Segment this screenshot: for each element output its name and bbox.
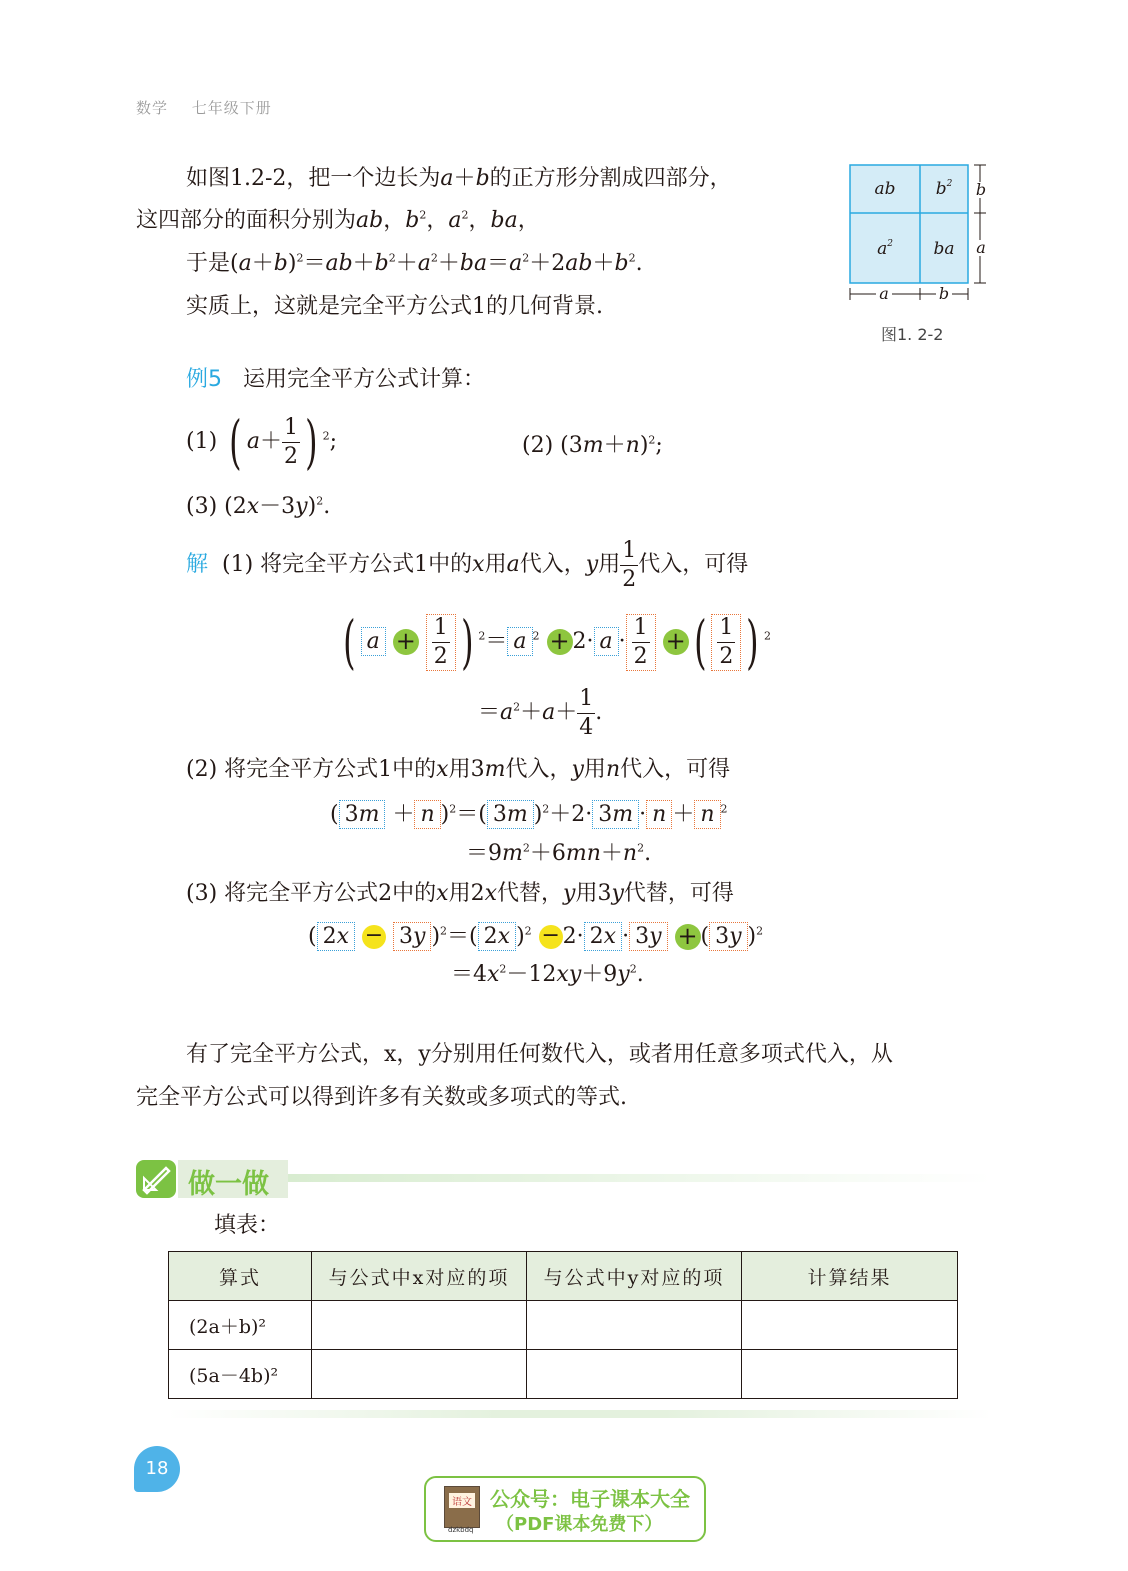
solution-label: 解 bbox=[186, 552, 209, 577]
equation-2-result: $=9m^2+6mn+n^2$. bbox=[466, 841, 652, 866]
side-label-a: a bbox=[976, 238, 986, 257]
table-row bbox=[169, 1301, 958, 1350]
watermark-box: 语文 dzkbdq 公众号：电子课本大全 （PDF课本免费下） bbox=[424, 1476, 706, 1542]
example-heading bbox=[186, 366, 485, 394]
intro-line-2: 这四部分的面积分别为ab，$b^2$，$a^2$，ba， bbox=[136, 208, 540, 233]
bottom-label-a: a bbox=[879, 284, 889, 303]
svg-text:b2: $b^2$ bbox=[935, 179, 953, 199]
svg-text:a2: $a^2$ bbox=[877, 239, 893, 259]
activity-instruction: 填表： bbox=[214, 1213, 281, 1238]
row-expression: (2a＋b)² bbox=[169, 1301, 312, 1350]
row-expression: (5a－4b)² bbox=[169, 1350, 312, 1399]
closing-line-1: 有了完全平方公式，x，y分别用任何数代入，或者用任意多项式代入，从 bbox=[186, 1042, 893, 1067]
closing-line-2: 完全平方公式可以得到许多有关数或多项式的等式. bbox=[136, 1085, 627, 1110]
equation-3: ( 2x − 3y )$^2$＝( 2x )$^2$ − 2· 2x · 3y + ( 3y )$^2$ bbox=[308, 922, 764, 950]
example-title: 运用完全平方公式计算： bbox=[242, 367, 485, 392]
cell-ab: ab bbox=[874, 179, 896, 199]
fill-table bbox=[168, 1251, 958, 1399]
activity-title: 做一做 bbox=[188, 1169, 269, 1200]
section-divider bbox=[168, 1410, 992, 1418]
figure-caption: 图1. 2-2 bbox=[881, 325, 944, 344]
col-result: 计算结果 bbox=[742, 1252, 958, 1301]
intro-line-4: 实质上，这就是完全平方公式1的几何背景. bbox=[186, 294, 603, 319]
example-item-1: (1) ( a＋ $\frac{1}{2}$ ) $^2$; bbox=[186, 408, 338, 476]
solution-step-3: (3) 将完全平方公式2中的x用2x代替，y用3y代替，可得 bbox=[186, 881, 734, 906]
equation-2: ( 3m ＋ n )$^2$＝( 3m )$^2$＋2· 3m · n ＋ n $^2$ bbox=[330, 800, 728, 829]
header-subject: 数学 bbox=[136, 99, 169, 117]
col-y-term: 与公式中y对应的项 bbox=[527, 1252, 742, 1301]
col-x-term: 与公式中x对应的项 bbox=[312, 1252, 527, 1301]
bottom-label-b: b bbox=[938, 284, 950, 303]
cell-a: a bbox=[877, 239, 888, 259]
square-diagram bbox=[840, 160, 1000, 310]
book-icon: 语文 bbox=[444, 1486, 480, 1528]
intro-line-1: 如图1.2-2，把一个边长为a＋b的正方形分割成四部分， bbox=[186, 166, 732, 191]
input-cell[interactable] bbox=[527, 1301, 742, 1350]
watermark-line-1: 公众号：电子课本大全 bbox=[490, 1487, 690, 1511]
cell-ba: ba bbox=[933, 239, 955, 259]
page-number: 18 bbox=[145, 1458, 169, 1479]
input-cell[interactable] bbox=[312, 1350, 527, 1399]
col-expression: 算式 bbox=[169, 1252, 312, 1301]
cell-b: b bbox=[935, 179, 947, 199]
example-item-2: (2) $(3m+n)^2$; bbox=[522, 433, 663, 458]
input-cell[interactable] bbox=[742, 1350, 958, 1399]
pencil-ruler-icon bbox=[136, 1160, 176, 1198]
activity-header bbox=[136, 1160, 992, 1200]
header-grade: 七年级下册 bbox=[191, 99, 272, 117]
watermark-line-2: （PDF课本免费下） bbox=[496, 1514, 663, 1535]
input-cell[interactable] bbox=[527, 1350, 742, 1399]
example-label: 例5 bbox=[186, 367, 222, 392]
solution-step-2: (2) 将完全平方公式1中的x用3m代入，y用n代入，可得 bbox=[186, 757, 731, 782]
equation-1: ( a + $\frac{1}{2}$ ) $^2$＝ a $^2$ + 2· a · $\frac{1}{2}$ + ( $\frac{1}{2}$ ) $^2$ bbox=[343, 608, 771, 676]
equation-3-result: $=4x^2-12xy+9y^2$. bbox=[451, 962, 644, 987]
running-header bbox=[136, 97, 290, 118]
intro-line-3: 于是$(a+b)^2=ab+b^2+a^2+ba=a^2+2ab+b^2$. bbox=[186, 251, 643, 276]
solution-step-1: 解 (1) 将完全平方公式1中的x用a代入，y用 $\frac{1}{2}$ 代入，可得 bbox=[186, 537, 749, 592]
table-row bbox=[169, 1350, 958, 1399]
example-item-3: (3) $(2x-3y)^2$. bbox=[186, 494, 331, 519]
input-cell[interactable] bbox=[742, 1301, 958, 1350]
side-label-b: b bbox=[975, 180, 987, 199]
input-cell[interactable] bbox=[312, 1301, 527, 1350]
equation-1-result: $=a^2+a+$ $\frac{1}{4}$ . bbox=[478, 685, 603, 740]
